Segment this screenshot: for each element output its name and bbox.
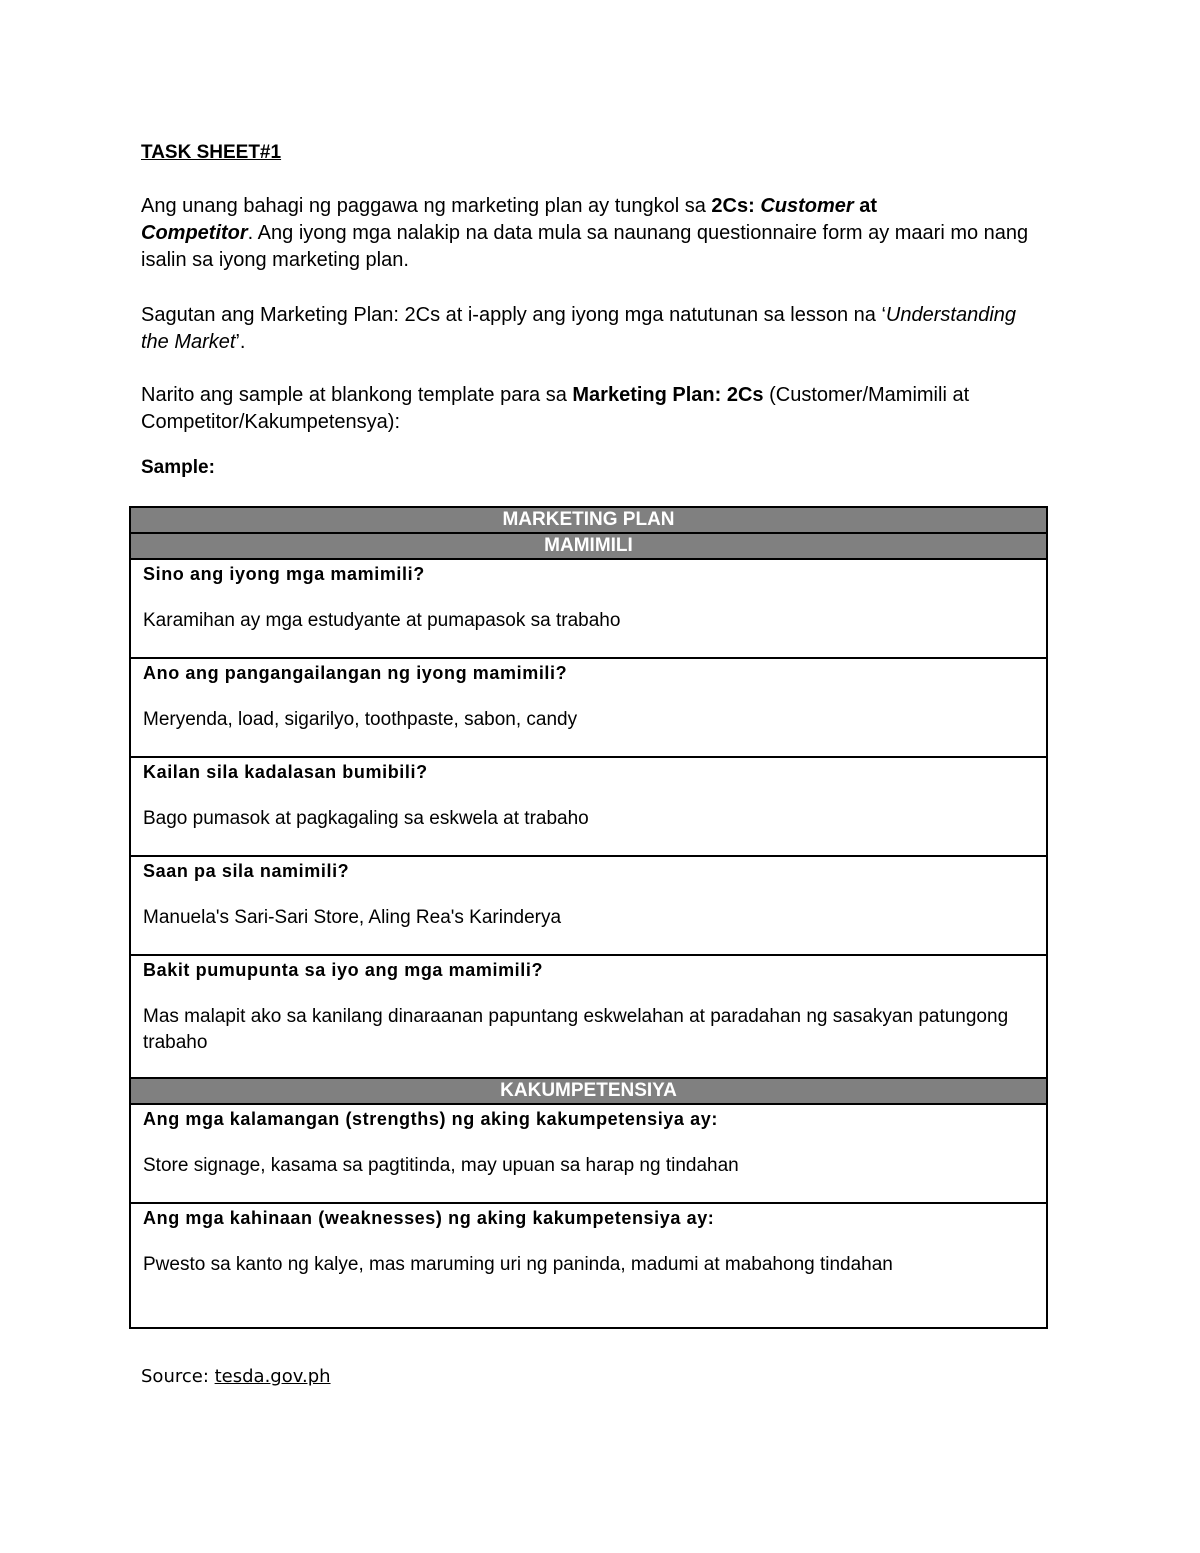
section-mamimili: MAMIMILI — [130, 533, 1047, 559]
answer-text: Mas malapit ako sa kanilang dinaraanan papuntang eskwelahan at paradahan ng sasakyan patungong trabaho — [143, 1006, 1009, 1053]
question-text: Ano ang pangangailangan ng iyong mamimili? — [143, 663, 568, 683]
section-kakumpetensiya: KAKUMPETENSIYA — [130, 1078, 1047, 1104]
answer-text: Karamihan ay mga estudyante at pumapasok sa trabaho — [143, 610, 621, 631]
answer-text: Bago pumasok at pagkagaling sa eskwela at trabaho — [143, 808, 589, 829]
template-bold-plan: Marketing Plan: 2Cs — [572, 384, 764, 406]
table-header: MARKETING PLAN — [130, 507, 1047, 533]
table-cell — [130, 757, 1047, 856]
table-cell — [130, 856, 1047, 955]
table-cell — [130, 1203, 1047, 1328]
task-sheet-title: TASK SHEET#1 — [141, 142, 282, 163]
template-paragraph — [141, 382, 1041, 436]
table-header-row — [130, 507, 1047, 533]
intro-paragraph — [141, 193, 1041, 274]
instruction-text-2: ’. — [235, 331, 246, 353]
table-row — [130, 955, 1047, 1078]
question-text: Bakit pumupunta sa iyo ang mga mamimili? — [143, 960, 544, 980]
table-row — [130, 1203, 1047, 1328]
question-text: Ang mga kalamangan (strengths) ng aking kakumpetensiya ay: — [143, 1109, 718, 1129]
table-row — [130, 658, 1047, 757]
answer-text: Store signage, kasama sa pagtitinda, may upuan sa harap ng tindahan — [143, 1155, 739, 1176]
table-cell — [130, 955, 1047, 1078]
template-text-1: Narito ang sample at blankong template para sa — [141, 384, 573, 406]
source-link[interactable]: tesda.gov.ph — [214, 1366, 331, 1387]
instruction-text-1: Sagutan ang Marketing Plan: 2Cs at i-apply ang iyong mga natutunan sa lesson na ‘ — [141, 304, 886, 326]
answer-text: Meryenda, load, sigarilyo, toothpaste, sabon, candy — [143, 709, 578, 730]
intro-bold-customer: Customer — [760, 195, 854, 217]
source-label: Source: — [141, 1366, 215, 1387]
intro-text-1: Ang unang bahagi ng paggawa ng marketing plan ay tungkol sa — [141, 195, 712, 217]
intro-bold-competitor: Competitor — [141, 222, 248, 244]
instruction-italic-lesson: Understanding the Market — [141, 304, 1017, 353]
answer-text: Manuela's Sari-Sari Store, Aling Rea's Karinderya — [143, 907, 562, 928]
table-row — [130, 757, 1047, 856]
intro-bold-at: at — [853, 195, 878, 217]
question-text: Ang mga kahinaan (weaknesses) ng aking kakumpetensiya ay: — [143, 1208, 715, 1228]
table-row — [130, 1104, 1047, 1203]
answer-text: Pwesto sa kanto ng kalye, mas maruming uri ng paninda, madumi at mabahong tindahan — [143, 1254, 893, 1275]
table-row — [130, 559, 1047, 658]
table-row — [130, 856, 1047, 955]
table-cell — [130, 1104, 1047, 1203]
intro-bold-2cs: 2Cs: — [711, 195, 761, 217]
marketing-plan-table — [129, 506, 1048, 1329]
question-text: Sino ang iyong mga mamimili? — [143, 564, 425, 584]
sample-label: Sample: — [141, 457, 215, 478]
table-cell — [130, 658, 1047, 757]
table-cell — [130, 559, 1047, 658]
question-text: Kailan sila kadalasan bumibili? — [143, 762, 428, 782]
instruction-paragraph — [141, 302, 1041, 356]
section-kakumpetensiya-row — [130, 1078, 1047, 1104]
template-text-2: (Customer/Mamimili at Competitor/Kakumpetensya): — [141, 384, 970, 433]
question-text: Saan pa sila namimili? — [143, 861, 350, 881]
source-line — [141, 1366, 331, 1387]
intro-text-2: . Ang iyong mga nalakip na data mula sa naunang questionnaire form ay maari mo nang isalin sa iyong marketing plan. — [141, 222, 1029, 271]
section-mamimili-row — [130, 533, 1047, 559]
